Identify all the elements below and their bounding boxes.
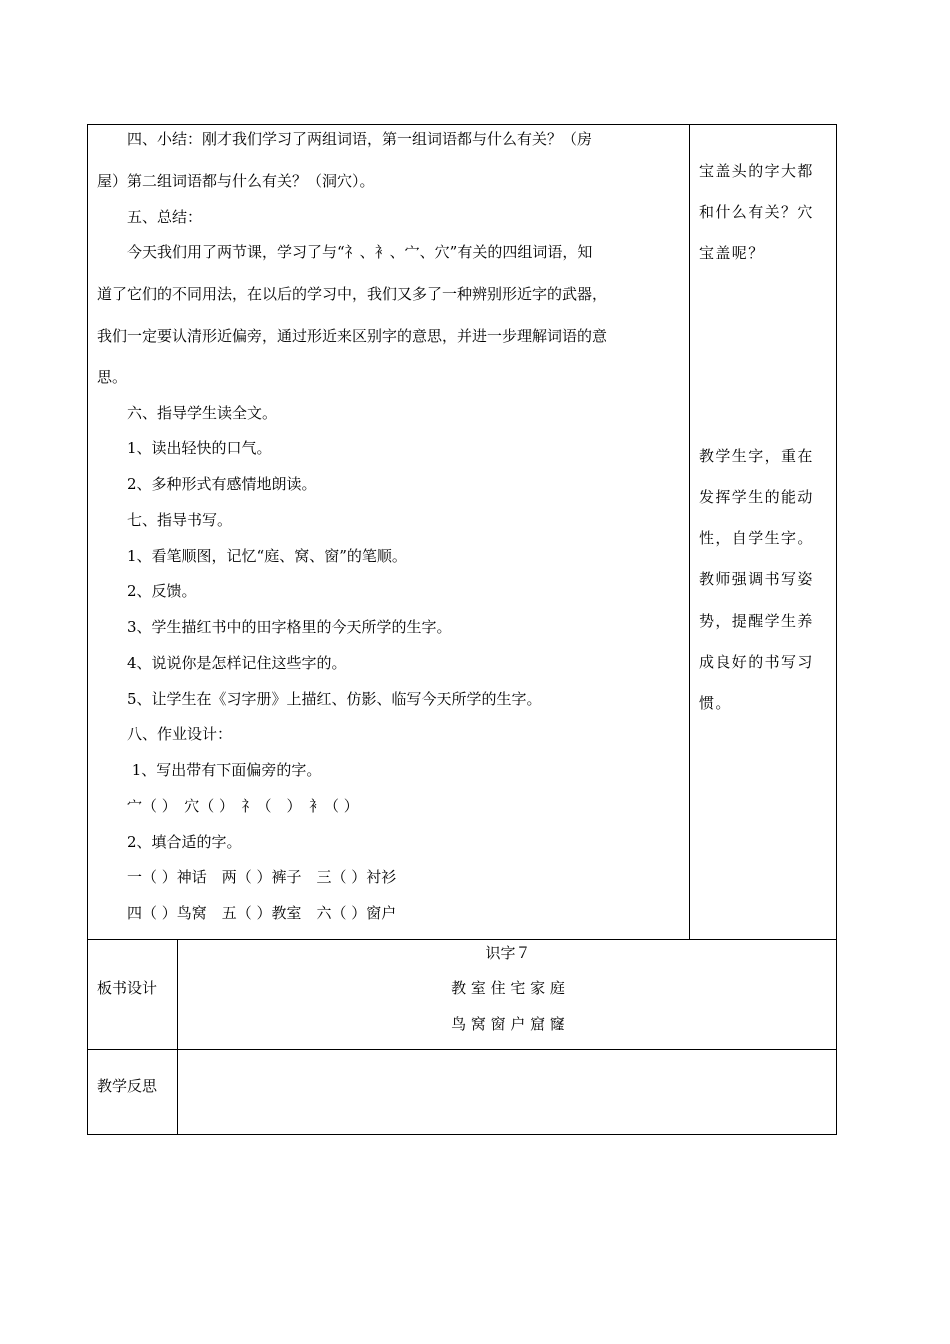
note-line: 和什么有关？穴 xyxy=(699,203,814,221)
note-line: 宝盖头的字大都 xyxy=(699,162,814,180)
lesson-line: 思。 xyxy=(97,368,128,386)
board-title: 识字７ xyxy=(485,944,531,962)
lesson-line: 1、读出轻快的口气。 xyxy=(97,439,272,457)
label-column-divider xyxy=(177,939,178,1134)
lesson-line: 五、总结： xyxy=(97,208,203,226)
lesson-line: 六、指导学生读全文。 xyxy=(97,404,278,422)
lesson-line: 道了它们的不同用法，在以后的学习中，我们又多了一种辨别形近字的武器， xyxy=(97,285,608,303)
lesson-line: 四、小结：刚才我们学习了两组词语，第一组词语都与什么有关？（房 xyxy=(97,130,593,148)
lesson-line: 七、指导书写。 xyxy=(97,511,233,529)
board-design-label: 板书设计 xyxy=(97,979,158,997)
lesson-line: 2、填合适的字。 xyxy=(97,833,242,851)
lesson-line: 今天我们用了两节课，学习了与“礻、衤、宀、穴”有关的四组词语，知 xyxy=(97,243,593,261)
lesson-line: 2、多种形式有感情地朗读。 xyxy=(97,475,317,493)
lesson-line: 四（ ）鸟窝 五（ ）教室 六（ ）窗户 xyxy=(97,904,397,922)
board-line-cave: 鸟 窝 窗 户 窟 窿 xyxy=(451,1015,565,1033)
note-line: 宝盖呢？ xyxy=(699,244,765,262)
reflection-label: 教学反思 xyxy=(97,1077,158,1095)
lesson-line: 3、学生描红书中的田字格里的今天所学的生字。 xyxy=(97,618,452,636)
column-divider xyxy=(689,125,690,939)
note-line: 成良好的书写习 xyxy=(699,653,814,671)
lesson-line: 一（ ）神话 两（ ）裤子 三（ ）衬衫 xyxy=(97,868,397,886)
lesson-line: 1、写出带有下面偏旁的字。 xyxy=(97,761,322,779)
lesson-line: 宀（ ） 穴（ ） 礻（ ） 衤（ ） xyxy=(97,797,359,815)
note-line: 教学生字，重在 xyxy=(699,447,814,465)
note-line: 性，自学生字。 xyxy=(699,529,814,547)
board-line-house: 教 室 住 宅 家 庭 xyxy=(451,979,565,997)
board-design-content xyxy=(179,939,837,1049)
lesson-line: 5、让学生在《习字册》上描红、仿影、临写今天所学的生字。 xyxy=(97,690,542,708)
lesson-line: 1、看笔顺图，记忆“庭、窝、窗”的笔顺。 xyxy=(97,547,407,565)
lesson-line: 4、说说你是怎样记住这些字的。 xyxy=(97,654,347,672)
lesson-line: 屋）第二组词语都与什么有关？（洞穴）。 xyxy=(97,172,375,190)
lesson-plan-table xyxy=(87,124,837,1135)
note-line: 教师强调书写姿 xyxy=(699,570,814,588)
row-divider xyxy=(88,1049,836,1050)
lesson-line: 2、反馈。 xyxy=(97,582,197,600)
note-line: 势，提醒学生养 xyxy=(699,612,814,630)
lesson-line: 我们一定要认清形近偏旁，通过形近来区别字的意思，并进一步理解词语的意 xyxy=(97,327,608,345)
note-line: 惯。 xyxy=(699,694,732,712)
lesson-line: 八、作业设计： xyxy=(97,725,233,743)
note-line: 发挥学生的能动 xyxy=(699,488,814,506)
